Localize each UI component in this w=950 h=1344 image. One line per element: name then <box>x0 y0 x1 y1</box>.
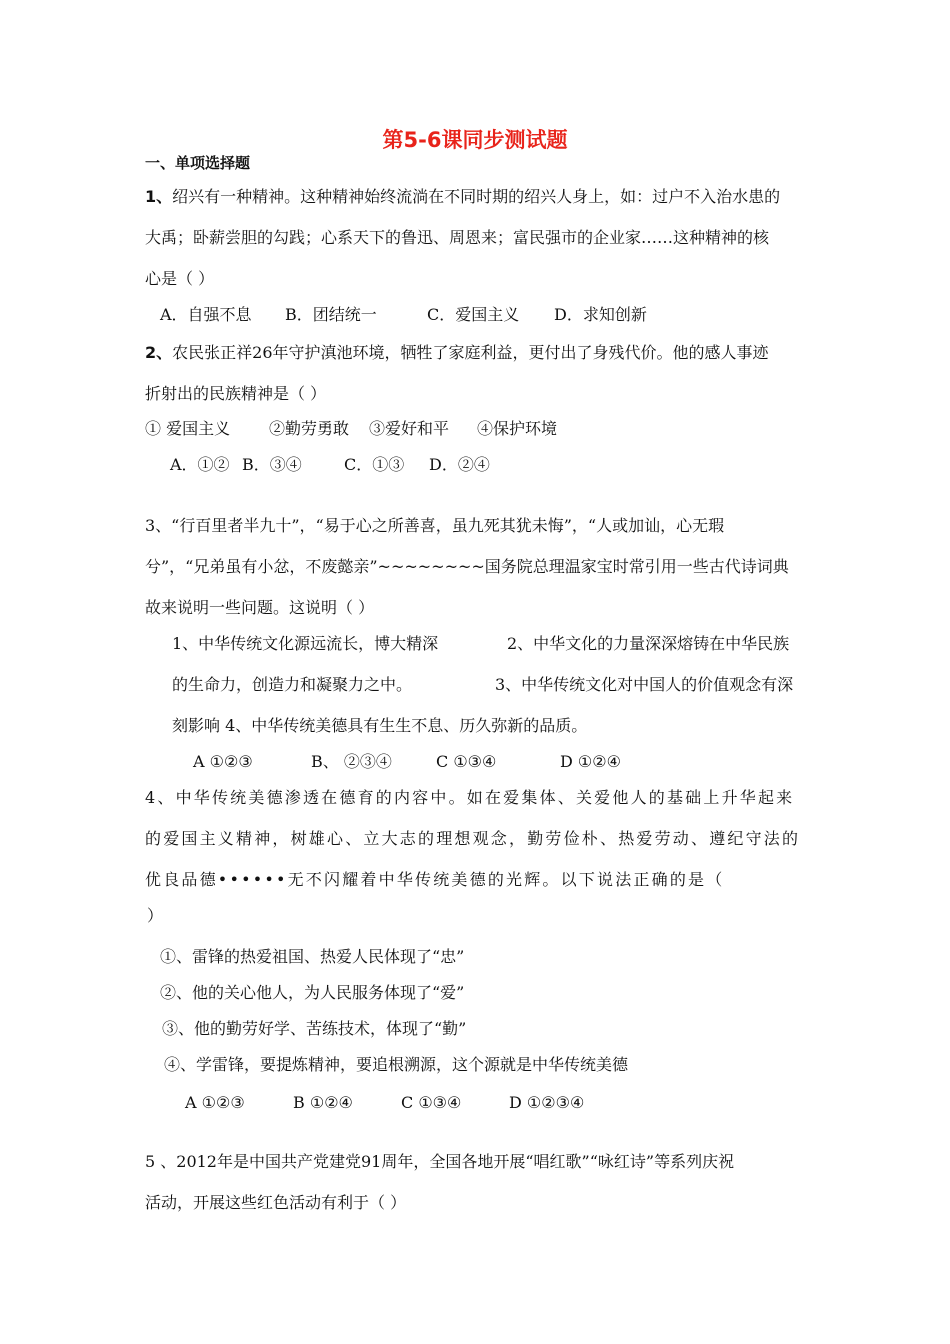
question-1-options <box>160 304 647 326</box>
section-heading: 一、单项选择题 <box>145 154 251 172</box>
option-d: D．求知创新 <box>554 305 647 324</box>
question-4-line-4: ） <box>147 906 164 925</box>
question-4-item-3: ③、他的勤劳好学、苦练技术，体现了“勤” <box>162 1019 467 1038</box>
question-3-line-3: 故来说明一些问题。这说明（ ） <box>145 598 375 617</box>
option-d: D ①②③④ <box>509 1093 585 1112</box>
question-3-options <box>193 751 621 773</box>
question-3-statement-3: 3、中华传统文化对中国人的价值观念有深 <box>495 675 794 694</box>
question-3-line-1: 3、“行百里者半九十”，“易于心之所善喜，虽九死其犹未悔”，“人或加讪，心无瑕 <box>145 516 725 535</box>
option-c: C ①③④ <box>401 1093 462 1112</box>
question-4-item-4: ④、学雷锋，要提炼精神，要追根溯源，这个源就是中华传统美德 <box>164 1055 629 1074</box>
question-3-statement-2: 2、中华文化的力量深深熔铸在中华民族 <box>507 634 790 653</box>
question-2-number: 2、 <box>145 343 173 362</box>
item-4: ④保护环境 <box>477 419 558 438</box>
question-1-line-1: 1、绍兴有一种精神。这种精神始终流淌在不同时期的绍兴人身上，如：过户不入治水患的 <box>145 187 781 206</box>
item-3: ③爱好和平 <box>369 419 450 438</box>
question-4-item-2: ②、他的关心他人，为人民服务体现了“爱” <box>160 983 465 1002</box>
question-3-statement-1: 1、中华传统文化源远流长，博大精深 <box>172 634 439 653</box>
option-a: A ①②③ <box>193 752 253 771</box>
question-4-options <box>185 1092 584 1114</box>
question-2-line-1: 2、农民张正祥26年守护滇池环境，牺牲了家庭利益，更付出了身残代价。他的感人事迹 <box>145 343 769 362</box>
option-c: C．①③ <box>344 455 405 474</box>
option-c: C．爱国主义 <box>427 305 520 324</box>
question-3-statement-4: 刻影响 4、中华传统美德具有生生不息、历久弥新的品质。 <box>172 716 588 735</box>
question-1-line-2: 大禹；卧薪尝胆的勾践；心系天下的鲁迅、周恩来；富民强市的企业家……这种精神的核 <box>145 228 770 247</box>
option-c: C ①③④ <box>436 752 497 771</box>
page-title: 第5-6课同步测试题 <box>382 128 568 152</box>
option-d: D．②④ <box>429 455 490 474</box>
question-4-line-1: 4、中华传统美德渗透在德育的内容中。如在爱集体、关爱他人的基础上升华起来 <box>145 788 795 807</box>
question-5-line-2: 活动，开展这些红色活动有利于（ ） <box>145 1193 407 1212</box>
option-b: B．③④ <box>242 455 302 474</box>
option-a: A．①② <box>170 455 230 474</box>
question-3-line-2: 兮”，“兄弟虽有小忿，不废懿亲”~~~~~~~~国务院总理温家宝时常引用一些古代诗词典 <box>145 557 789 576</box>
question-4-item-1: ①、雷锋的热爱祖国、热爱人民体现了“忠” <box>160 947 465 966</box>
option-d: D ①②④ <box>560 752 621 771</box>
option-b: B、 ②③④ <box>311 752 392 771</box>
question-5-line-1: 5 、2012年是中国共产党建党91周年，全国各地开展“唱红歌”“咏红诗”等系列庆祝 <box>145 1152 735 1171</box>
question-4-line-3: 优良品德••••••无不闪耀着中华传统美德的光辉。以下说法正确的是（ <box>145 870 725 889</box>
item-1: ① 爱国主义 <box>145 419 231 438</box>
question-1-number: 1、 <box>145 187 173 206</box>
question-1-line-3: 心是（ ） <box>145 269 215 288</box>
question-4-line-2: 的爱国主义精神，树雄心、立大志的理想观念，勤劳俭朴、热爱劳动、遵纪守法的 <box>145 829 801 848</box>
option-b: B．团结统一 <box>285 305 377 324</box>
question-2-options <box>170 454 490 476</box>
option-a: A ①②③ <box>185 1093 245 1112</box>
option-a: A．自强不息 <box>160 305 252 324</box>
question-3-statement-2-cont: 的生命力，创造力和凝聚力之中。 <box>172 675 413 694</box>
question-2-items <box>145 418 557 440</box>
item-2: ②勤劳勇敢 <box>269 419 350 438</box>
question-2-line-2: 折射出的民族精神是（ ） <box>145 384 327 403</box>
option-b: B ①②④ <box>293 1093 353 1112</box>
